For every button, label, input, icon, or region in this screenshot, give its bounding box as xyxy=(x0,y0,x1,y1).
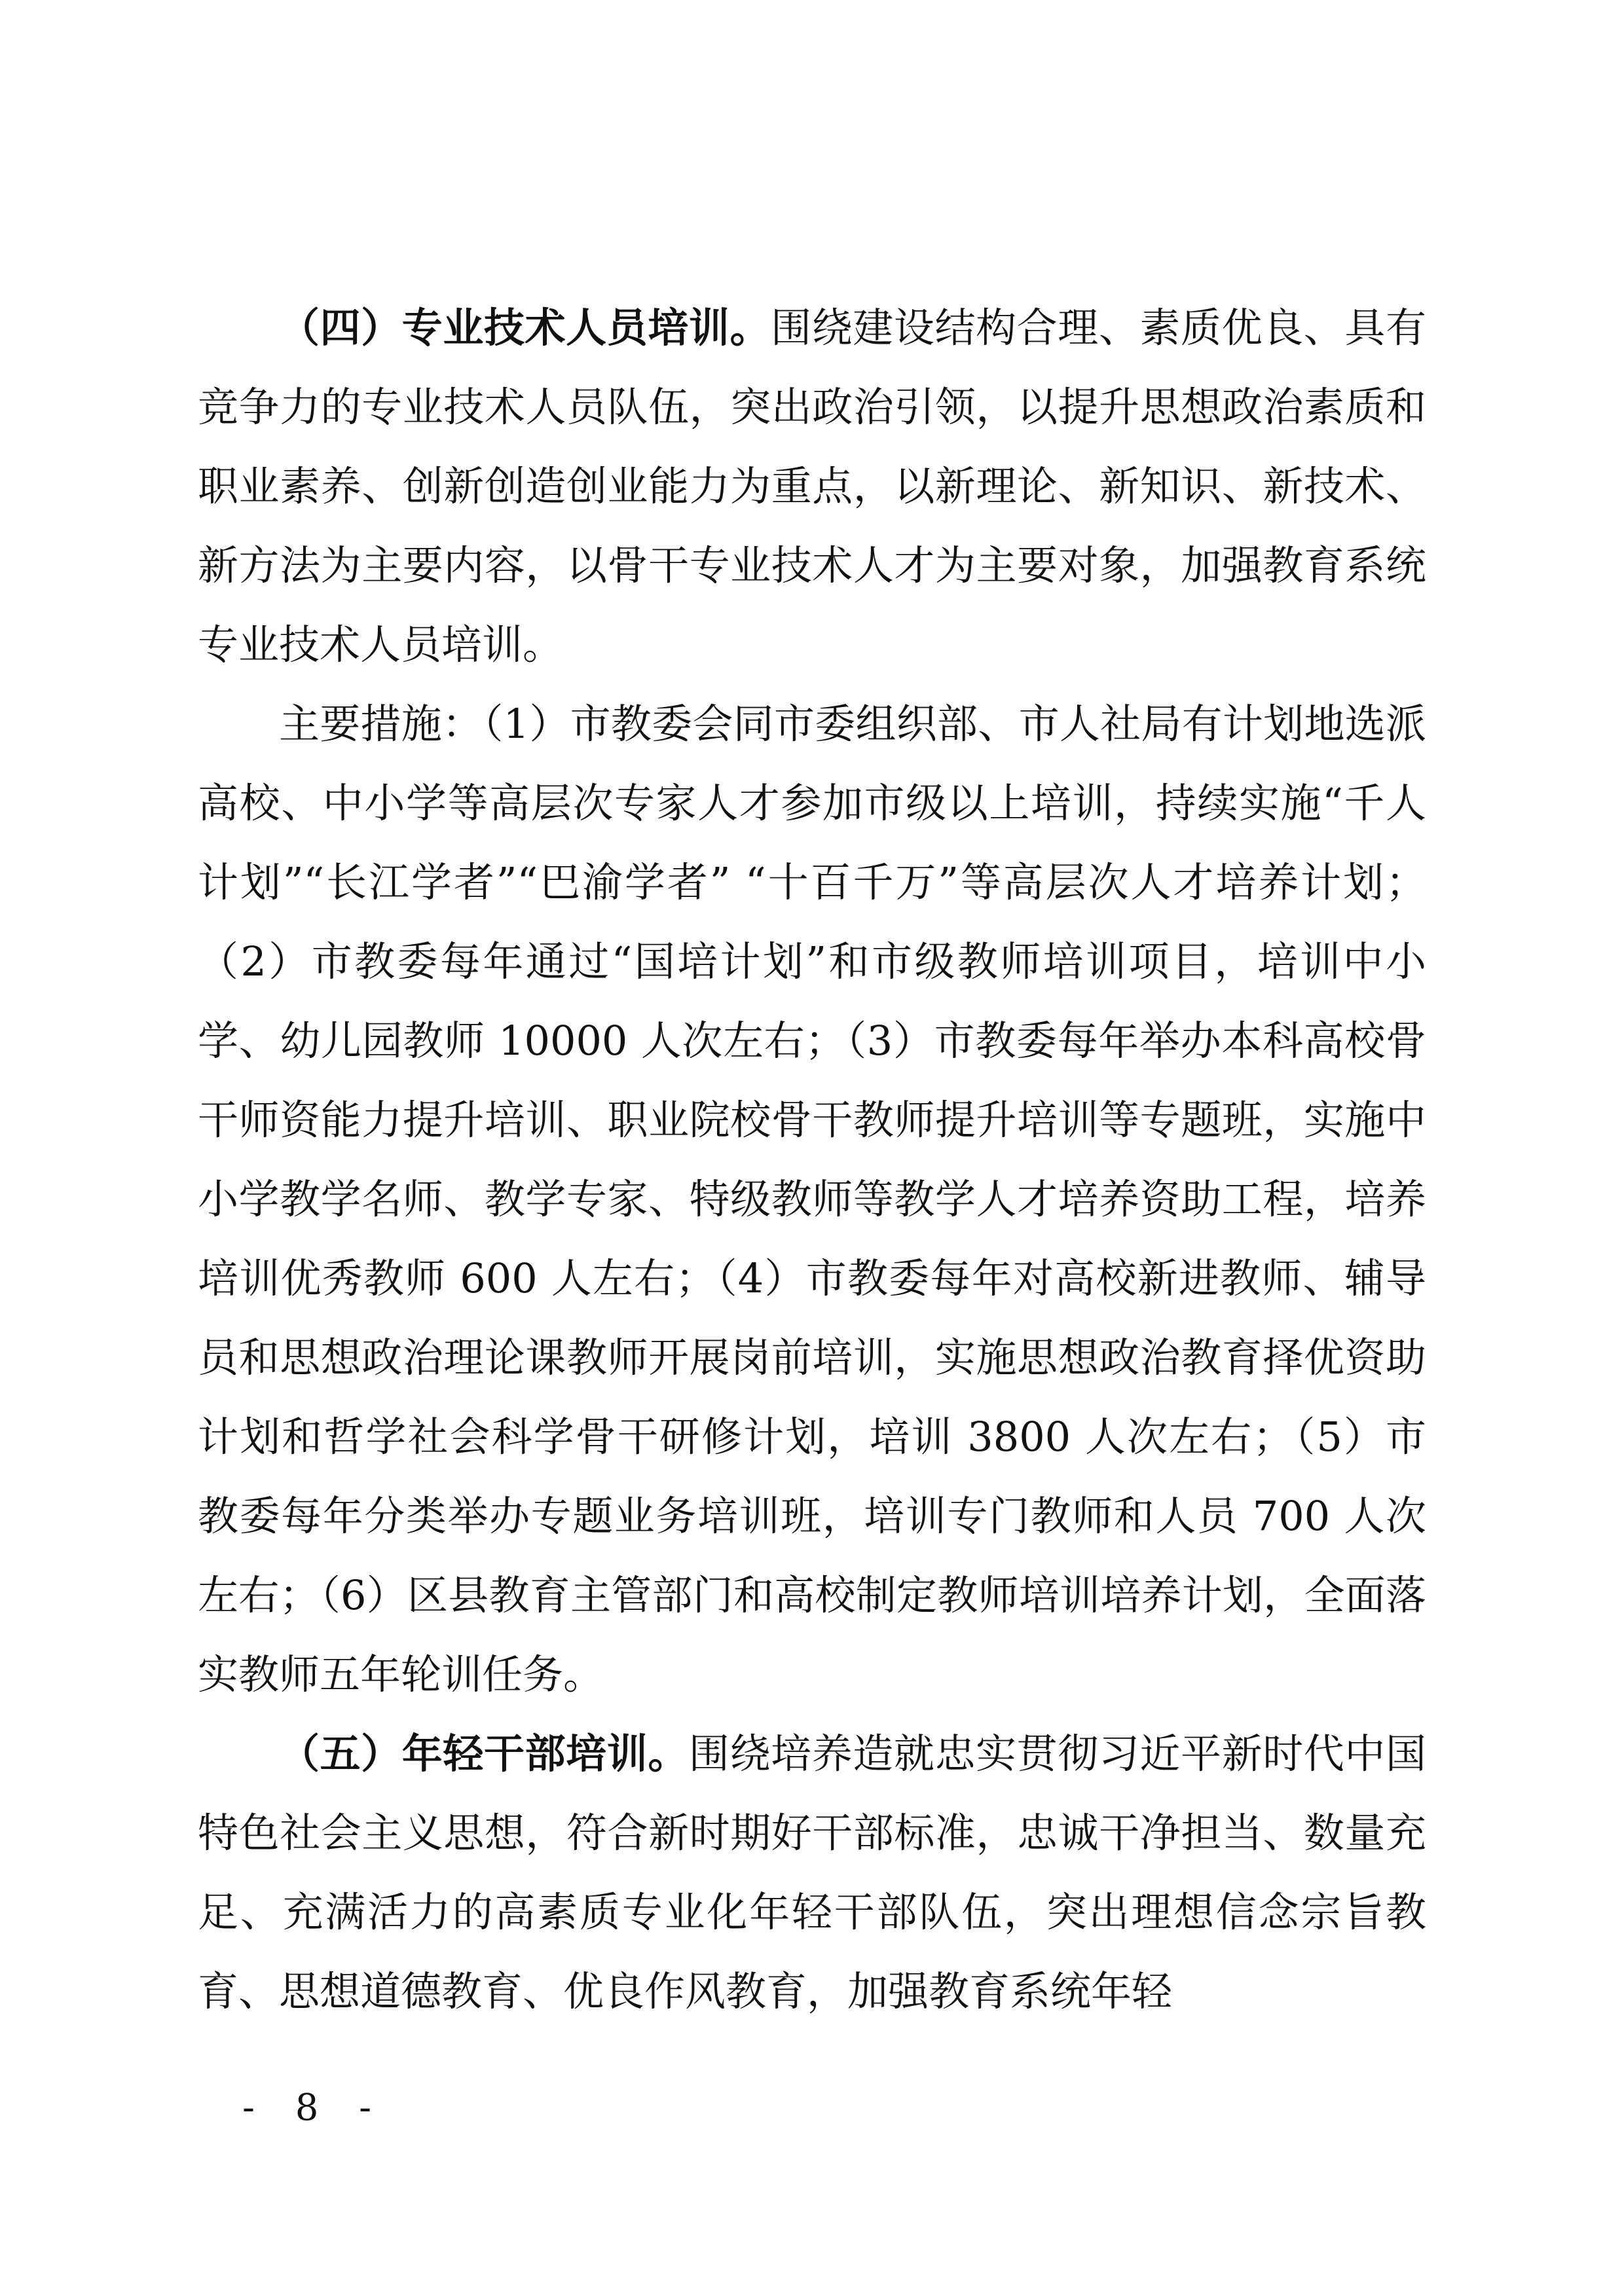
paragraph-text: 围绕建设结构合理、素质优良、具有竞争力的专业技术人员队伍，突出政治引领，以提升思想政治素质和职业素养、创新创造创业能力为重点，以新理论、新知识、新技术、新方法为主要内容，以骨干专业技术人才为主要对象，加强教育系统专业技术人员培训。 xyxy=(198,304,1426,668)
page-number: - 8 - xyxy=(242,2086,386,2129)
section-heading-four: （四）专业技术人员培训。 xyxy=(279,304,771,352)
document-body xyxy=(198,288,1426,2031)
paragraph-text: 主要措施：（1）市教委会同市委组织部、市人社局有计划地选派高校、中小学等高层次专家人才参加市级以上培训，持续实施“千人计划”“长江学者”“巴渝学者” “十百千万”等高层次人才培养计划；（2）市教委每年通过“国培计划”和市级教师培训项目，培训中小学、幼儿园教师 10000 人次左右；（3）市教委每年举办本科高校骨干师资能力提升培训、职业院校骨干教师提升培训等专题班，实施中小学教学名师、教学专家、特级教师等教学人才培养资助工程，培养培训优秀教师 600 人左右；（4）市教委每年对高校新进教师、辅导员和思想政治理论课教师开展岗前培训，实施思想政治教育择优资助计划和哲学社会科学骨干研修计划，培训 3800 人次左右；（5）市教委每年分类举办专题业务培训班，培训专门教师和人员 700 人次左右；（6）区县教育主管部门和高校制定教师培训培养计划，全面落实教师五年轮训任务。 xyxy=(198,700,1426,1698)
paragraph-text: 围绕培养造就忠实贯彻习近平新时代中国特色社会主义思想，符合新时期好干部标准，忠诚干净担当、数量充足、充满活力的高素质专业化年轻干部队伍，突出理想信念宗旨教育、思想道德教育、优良作风教育，加强教育系统年轻 xyxy=(198,1730,1426,2015)
paragraph-young-cadre-training xyxy=(198,1714,1426,2031)
paragraph-professional-training xyxy=(198,288,1426,684)
section-heading-five: （五）年轻干部培训。 xyxy=(279,1730,689,1777)
paragraph-main-measures xyxy=(198,684,1426,1714)
